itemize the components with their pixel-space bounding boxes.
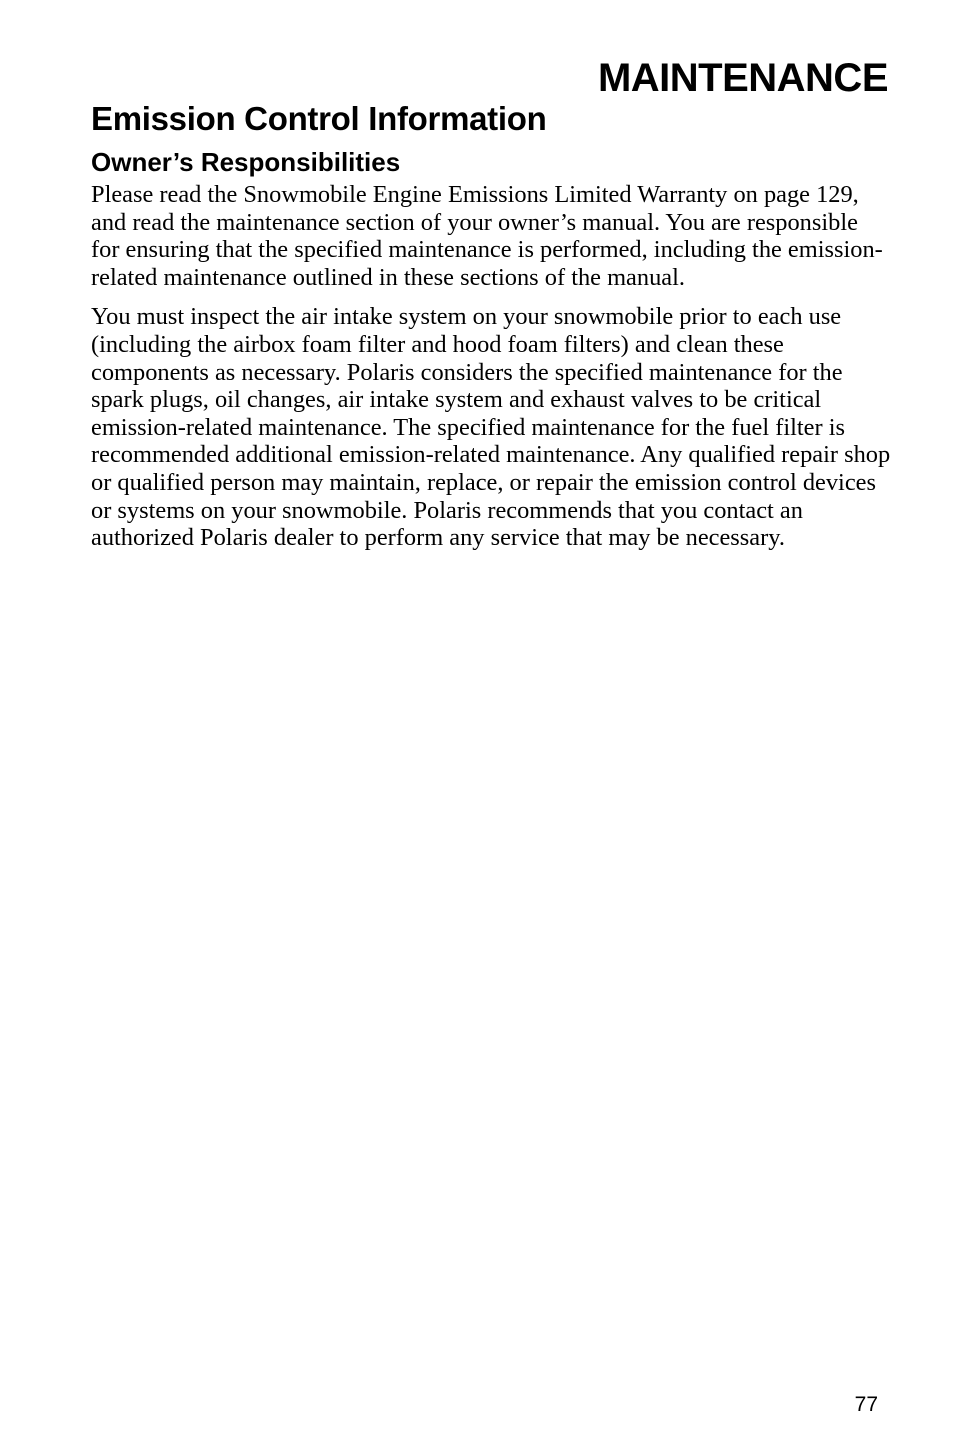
paragraph-inspection-requirements: You must inspect the air intake system on your snowmobile prior to each use (including the airbox foam filter and hood foam filters) and clean these components as necessary. Polaris considers the specified maintenance for the spark plugs, oil changes, air intake system and exhaust valves to be critical emission-related maintenance. The specified maintenance for the fuel filter is recommended additional emission-related maintenance. Any qualified repair shop or qualified person may maintain, replace, or repair the emission control devices or systems on your snowmobile. Polaris recommends that you contact an authorized Polaris dealer to perform any service that may be necessary. bbox=[91, 303, 891, 552]
section-title: Emission Control Information bbox=[91, 100, 547, 137]
page-number: 77 bbox=[854, 1393, 878, 1416]
subsection-title: Owner’s Responsibilities bbox=[91, 147, 401, 177]
main-content bbox=[91, 98, 891, 564]
paragraph-warranty-notice: Please read the Snowmobile Engine Emissions Limited Warranty on page 129, and read the maintenance section of your owner’s manual. You are responsible for ensuring that the specified maintenance is performed, including the emission-related maintenance outlined in these sections of the manual. bbox=[91, 181, 883, 291]
chapter-title: MAINTENANCE bbox=[597, 56, 888, 100]
